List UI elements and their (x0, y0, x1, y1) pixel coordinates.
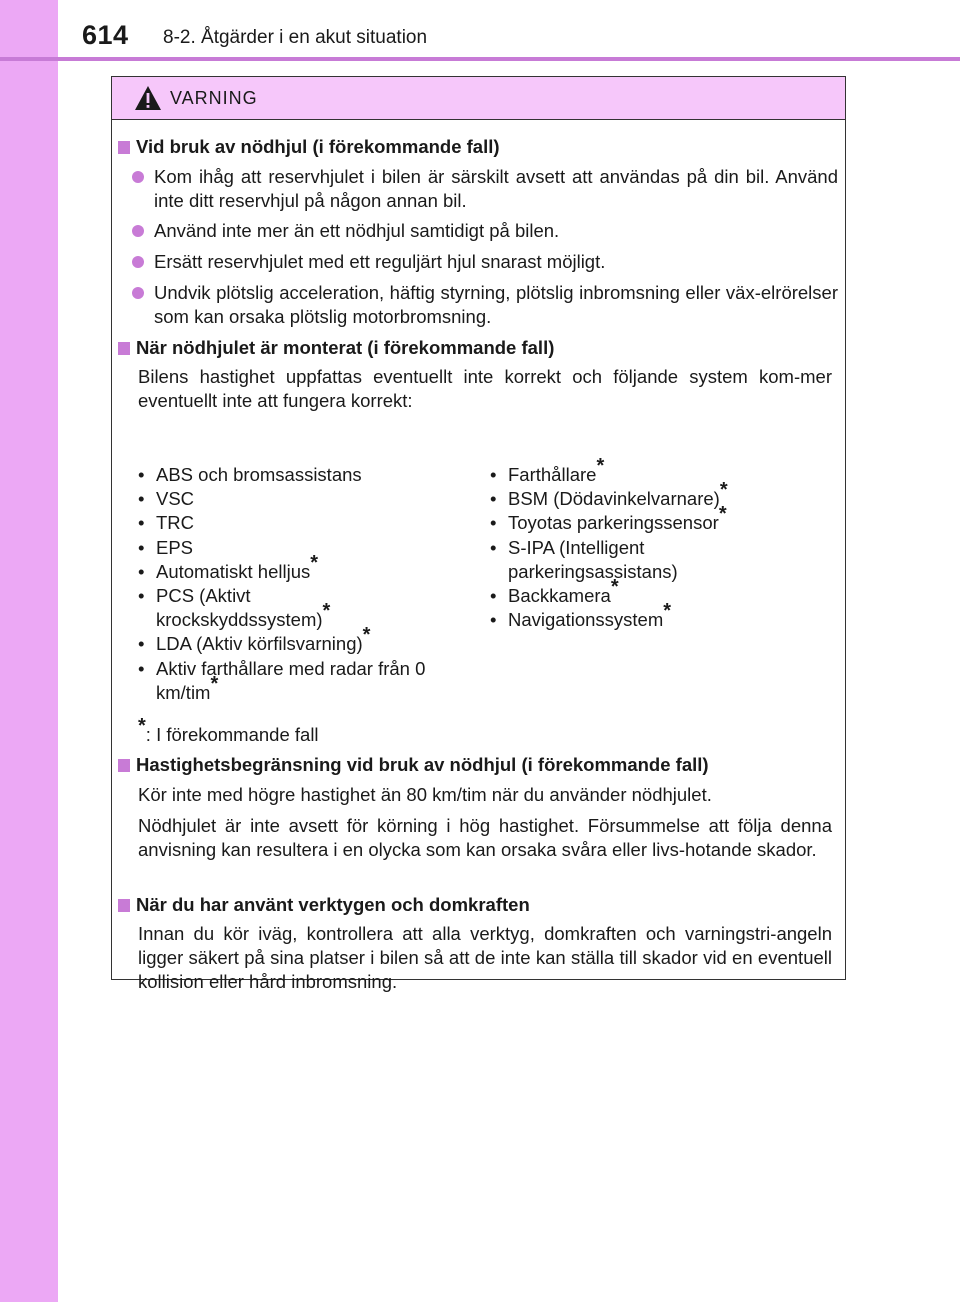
warning-box (111, 76, 846, 992)
paragraph: Kör inte med högre hastighet än 80 km/tim när du använder nödhjulet. (138, 784, 712, 805)
section-heading: Vid bruk av nödhjul (i förekommande fall) (118, 135, 500, 159)
square-bullet-icon (118, 899, 130, 912)
warning-label: VARNING (170, 88, 258, 108)
list-item: Kom ihåg att reservhjulet i bilen är särskilt avsett att användas på din bil. Använd inte ditt reservhjul på någon annan bil. (132, 165, 838, 213)
list-item: • PCS (Aktivt krockskyddssystem)* (138, 584, 386, 632)
paragraph: Innan du kör iväg, kontrollera att alla verktyg, domkraften och varningstri-angeln ligger säkert på sina platser i bilen så att de inte kan ställa till skador vid en eventuell kollision eller hård inbromsning. (138, 923, 832, 992)
section-heading: Hastighetsbegränsning vid bruk av nödhjul (i förekommande fall) (118, 753, 709, 777)
list-item: • ABS och bromsassistans (138, 463, 468, 487)
list-item: Undvik plötslig acceleration, häftig styrning, plötslig inbromsning eller väx-elrörelser som kan orsaka plötslig motorbromsning. (132, 281, 838, 329)
round-bullet-icon (132, 225, 144, 237)
list-item: • VSC (138, 487, 468, 511)
paragraph: Bilens hastighet uppfattas eventuellt inte korrekt och följande system kom-mer eventuellt inte att fungera korrekt: (138, 366, 832, 411)
header-rule (0, 57, 960, 61)
section-title: 8-2. Åtgärder i en akut situation (163, 27, 428, 48)
side-tab-bar (0, 0, 58, 1302)
system-list-right (490, 455, 830, 632)
warning-header (112, 77, 845, 120)
list-item: • BSM (Dödavinkelvarnare)* (490, 487, 830, 511)
list-item: Använd inte mer än ett nödhjul samtidigt på bilen. (132, 219, 838, 243)
list-item: • Automatiskt helljus* (138, 560, 468, 584)
list-item: • S-IPA (Intelligent parkeringsassistans) (490, 536, 738, 584)
list-item: • EPS (138, 536, 468, 560)
list-item: • TRC (138, 511, 468, 535)
system-list-left (138, 463, 468, 705)
square-bullet-icon (118, 759, 130, 772)
footnote: *: I förekommande fall (138, 715, 319, 745)
list-item: • Backkamera* (490, 584, 830, 608)
list-item: • Farthållare* (490, 463, 830, 487)
paragraph: Nödhjulet är inte avsett för körning i hög hastighet. Försummelse att följa denna anvisning kan resultera i en olycka som kan orsaka svåra eller livs-hotande skador. (138, 815, 832, 860)
section-heading: När nödhjulet är monterat (i förekommande fall) (118, 336, 554, 360)
list-item: • Navigationssystem* (490, 608, 830, 632)
square-bullet-icon (118, 141, 130, 154)
section-heading: När du har använt verktygen och domkraften (118, 893, 530, 917)
warning-triangle-icon (134, 85, 162, 111)
page-number: 614 (82, 20, 129, 50)
round-bullet-icon (132, 287, 144, 299)
square-bullet-icon (118, 342, 130, 355)
round-bullet-icon (132, 256, 144, 268)
list-item: • Toyotas parkeringssensor* (490, 511, 830, 535)
round-bullet-icon (132, 171, 144, 183)
list-item: • Aktiv farthållare med radar från 0 km/tim* (138, 657, 456, 705)
list-item: • LDA (Aktiv körfilsvarning)* (138, 632, 468, 656)
list-item: Ersätt reservhjulet med ett reguljärt hjul snarast möjligt. (132, 250, 838, 274)
